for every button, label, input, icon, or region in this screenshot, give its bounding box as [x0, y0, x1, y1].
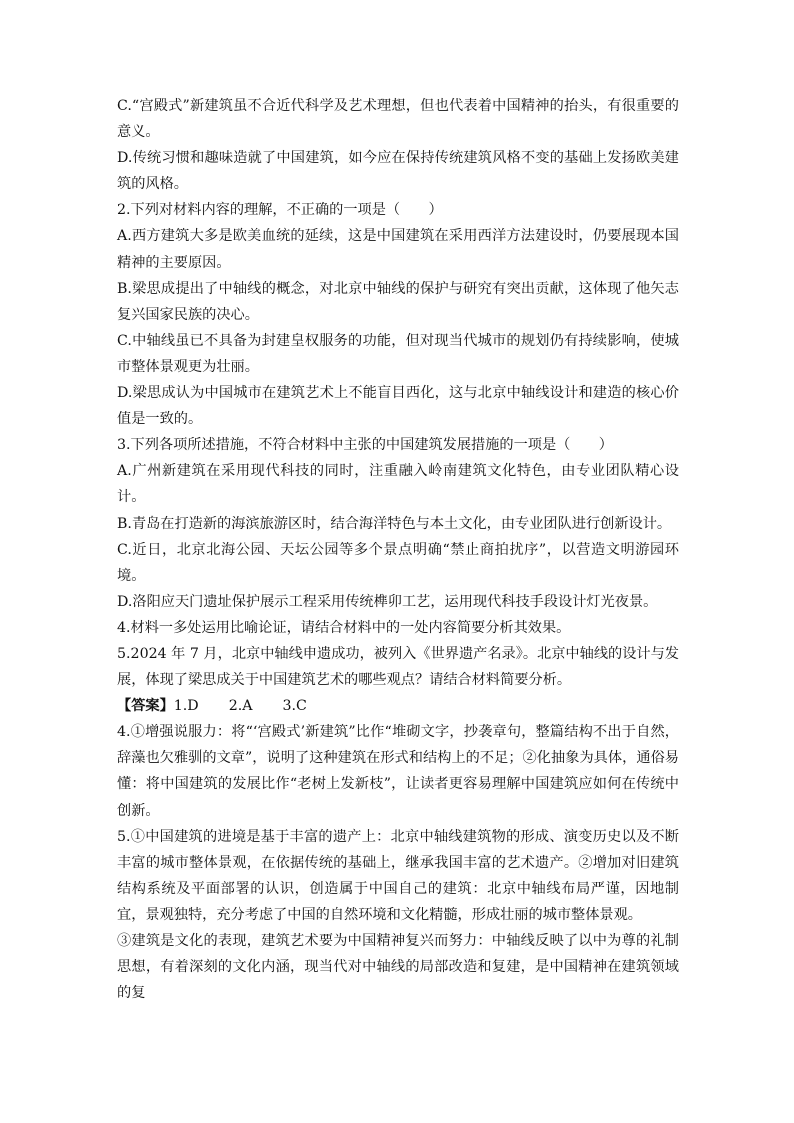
option-a-q2: A.西方建筑大多是欧美血统的延续，这是中国建筑在采用西洋方法建设时，仍要展现本国精神的主要原因。 — [117, 228, 679, 271]
option-c-q3: C.近日，北京北海公园、天坛公园等多个景点明确“禁止商拍扰序”，以营造文明游园环境。 — [117, 541, 679, 584]
answer-item-2: 2.A — [228, 698, 253, 715]
option-d-q2: D.梁思成认为中国城市在建筑艺术上不能盲目西化，这与北京中轴线设计和建造的核心价值是一致的。 — [117, 385, 679, 428]
option-d-q1: D.传统习惯和趣味造就了中国建筑，如今应在保持传统建筑风格不变的基础上发扬欧美建筑的风格。 — [117, 150, 679, 193]
explanation-4: 4.①增强说服力：将“‘宫殿式’新建筑”比作“堆砌文字，抄袭章句，整篇结构不出于自然，辞藻也欠雅驯的文章”，说明了这种建筑在形式和结构上的不足；②化抽象为具体，通俗易懂：将中国建筑的发展比作“老树上发新枝”，让读者更容易理解中国建筑应如何在传统中创新。 — [117, 724, 679, 819]
explanation-5: 5.①中国建筑的进境是基于丰富的遗产上：北京中轴线建筑物的形成、演变历史以及不断丰富的城市整体景观，在依据传统的基础上，继承我国丰富的艺术遗产。②增加对旧建筑结构系统及平面部署的认识，创造属于中国自己的建筑：北京中轴线布局严谨，因地制宜，景观独特，充分考虑了中国的自然环境和文化精髓，形成壮丽的城市整体景观。 — [117, 828, 679, 923]
answer-item-1: 1.D — [173, 698, 199, 715]
option-b-q2: B.梁思成提出了中轴线的概念，对北京中轴线的保护与研究有突出贡献，这体现了他矢志复兴国家民族的决心。 — [117, 280, 679, 323]
option-c-q1: C.“宫殿式”新建筑虽不合近代科学及艺术理想，但也代表着中国精神的抬头，有很重要的意义。 — [117, 98, 679, 141]
question-3: 3.下列各项所述措施，不符合材料中主张的中国建筑发展措施的一项是（ ） — [117, 437, 613, 454]
question-4: 4.材料一多处运用比喻论证，请结合材料中的一处内容简要分析其效果。 — [117, 619, 571, 636]
option-d-q3: D.洛阳应天门遗址保护展示工程采用传统榫卯工艺，运用现代科技手段设计灯光夜景。 — [117, 593, 658, 610]
document-page — [117, 93, 679, 1006]
answer-line — [117, 693, 679, 719]
option-b-q3: B.青岛在打造新的海滨旅游区时，结合海洋特色与本土文化，由专业团队进行创新设计。 — [117, 515, 672, 532]
answer-label: 【答案】 — [117, 698, 174, 715]
answer-item-3: 3.C — [282, 698, 307, 715]
option-c-q2: C.中轴线虽已不具备为封建皇权服务的功能，但对现当代城市的规划仍有持续影响，使城市整体景观更为壮丽。 — [117, 332, 679, 375]
option-a-q3: A.广州新建筑在采用现代科技的同时，注重融入岭南建筑文化特色，由专业团队精心设计。 — [117, 463, 679, 506]
question-5: 5.2024 年 7 月，北京中轴线申遗成功，被列入《世界遗产名录》。北京中轴线的设计与发展，体现了梁思成关于中国建筑艺术的哪些观点？请结合材料简要分析。 — [117, 645, 679, 689]
question-2: 2.下列对材料内容的理解，不正确的一项是（ ） — [117, 202, 443, 219]
explanation-5-part-3: ③建筑是文化的表现，建筑艺术要为中国精神复兴而努力：中轴线反映了以中为尊的礼制思想，有着深刻的文化内涵，现当代对中轴线的局部改造和复建，是中国精神在建筑领域的复 — [117, 933, 679, 1002]
